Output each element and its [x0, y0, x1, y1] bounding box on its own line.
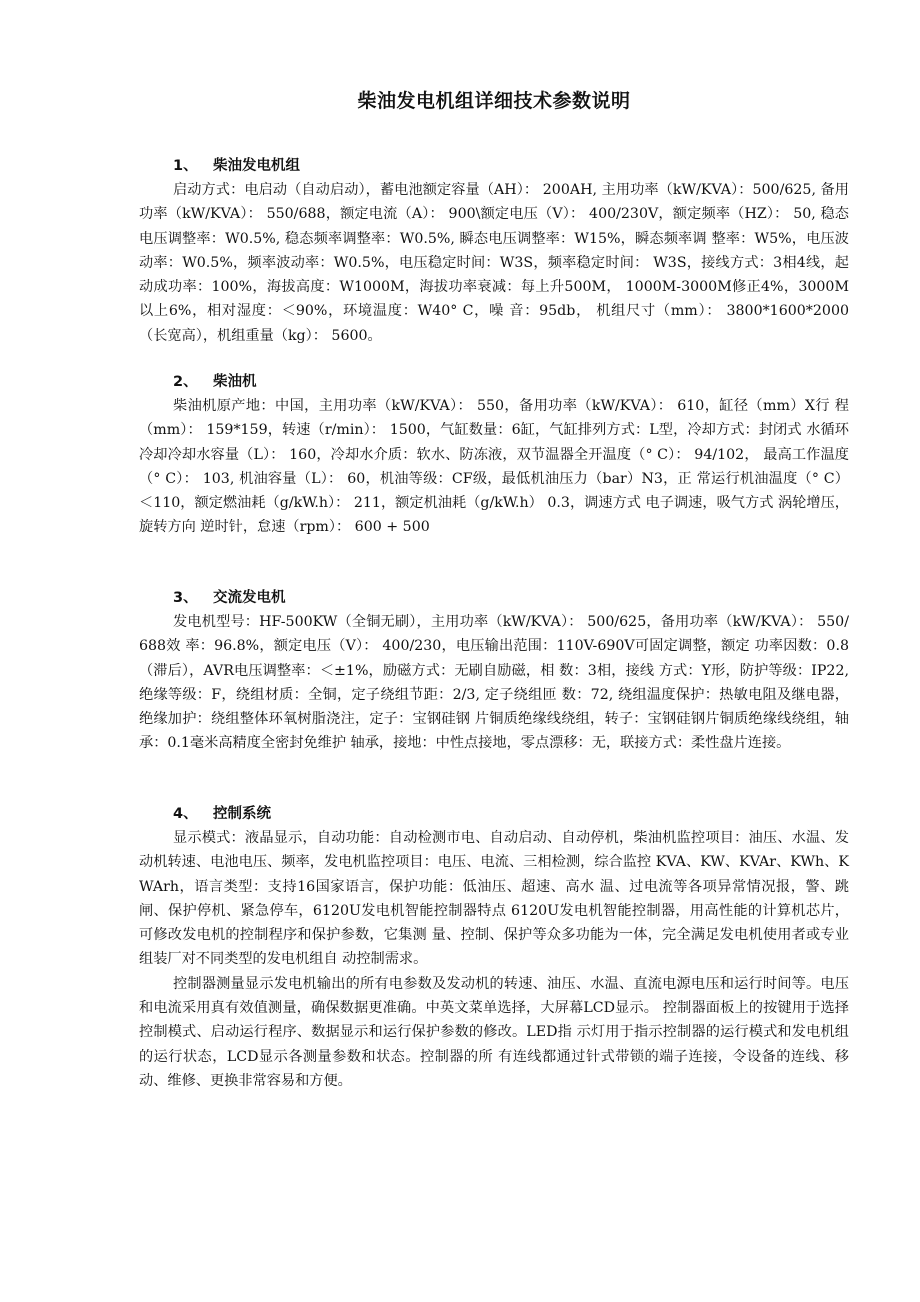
- section-number: 2、: [173, 374, 198, 390]
- section-heading: [139, 802, 849, 826]
- section-number: 3、: [173, 590, 198, 606]
- section-paragraph: 启动方式：电启动（自动启动），蓄电池额定容量（AH）： 200AH, 主用功率（kW/KVA）：500/625, 备用功率（kW/KVA）： 550/688，额定电流（A）： 900\额定电压（V）： 400/230V，额定频率（HZ）： 50, 稳态电压调整率：W0.5%, 稳态频率调整率：W0.5%, 瞬态电压调整率：W15%，瞬态频率调 整率：W5%，电压波动率：W0.5%，频率波动率：W0.5%，电压稳定时间：W3S，频率稳定时间： W3S，接线方式：3相4线，起动成功率：100%，海拔高度：W1000M，海拔功率衰减：每上升500M， 1000M-3000M修正4%，3000M以上6%，相对湿度：＜90%，环境温度：W40° C，噪 音：95db， 机组尺寸（mm）： 3800*1600*2000（长宽高），机组重量（kg）： 5600。: [139, 182, 849, 344]
- document-title: 柴油发电机组详细技术参数说明: [357, 90, 631, 112]
- section-heading: [139, 370, 849, 394]
- section-number: 4、: [173, 806, 198, 822]
- section-title: 柴油机: [213, 374, 257, 390]
- section-heading: [139, 154, 849, 178]
- section-control-system: [139, 802, 849, 1093]
- section-number: 1、: [173, 158, 198, 174]
- section-heading: [139, 586, 849, 610]
- section-diesel-engine: [139, 370, 849, 540]
- section-paragraph: 发电机型号：HF-500KW（全铜无刷），主用功率（kW/KVA）： 500/625，备用功率（kW/KVA）： 550/688效 率：96.8%，额定电压（V）： 400/230，电压输出范围：110V-690V可固定调整，额定 功率因数：0.8（滞后），AVR电压调整率：＜±1%，励磁方式：无刷自励磁，相 数：3相，接线 方式：Y形，防护等级：IP22, 绝缘等级：F，绕组材质：全铜，定子绕组节距：2/3, 定子绕组匝 数：72, 绕组温度保护：热敏电阻及继电器，绝缘加护：绕组整体环氧树脂浇注，定子：宝钢硅钢 片铜质绝缘线绕组，转子：宝钢硅钢片铜质绝缘线绕组，轴承：0.1毫米高精度全密封免维护 轴承，接地：中性点接地，零点漂移：无，联接方式：柔性盘片连接。: [139, 614, 849, 752]
- section-title: 柴油发电机组: [213, 158, 300, 174]
- section-title: 交流发电机: [213, 590, 286, 606]
- section-paragraph: 柴油机原产地：中国，主用功率（kW/KVA）： 550，备用功率（kW/KVA）： 610，缸径（mm）X行 程（mm）： 159*159，转速（r/min）： 1500，气缸数量：6缸，气缸排列方式：L型，冷却方式：封闭式 水循环冷却冷却水容量（L）： 160，冷却水介质：软水、防冻液，双节温器全开温度（° C）： 94/102， 最高工作温度（° C）： 103, 机油容量（L）： 60，机油等级：CF级，最低机油压力（bar）N3，正 常运行机油温度（° C）＜110，额定燃油耗（g/kW.h）： 211，额定机油耗（g/kW.h） 0.3，调速方式 电子调速，吸气方式 涡轮增压，旋转方向 逆时针，怠速（rpm）： 600 + 500: [139, 398, 849, 536]
- section-diesel-generator-set: [139, 154, 849, 348]
- section-paragraph: 控制器测量显示发电机输出的所有电参数及发动机的转速、油压、水温、直流电源电压和运行时间等。电压和电流采用真有效值测量，确保数据更准确。中英文菜单选择，大屏幕LCD显示。 控制器面板上的按键用于选择控制模式、启动运行程序、数据显示和运行保护参数的修改。LED指 示灯用于指示控制器的运行模式和发电机组的运行状态，LCD显示各测量参数和状态。控制器的所 有连线都通过针式带锁的端子连接，令设备的连线、移动、维修、更换非常容易和方便。: [139, 975, 849, 1089]
- section-paragraph: 显示模式：液晶显示，自动功能：自动检测市电、自动启动、自动停机，柴油机监控项目：油压、水温、发动机转速、电池电压、频率，发电机监控项目：电压、电流、三相检测，综合监控 KVA、KW、KVAr、KWh、KWArh，语言类型：支持16国家语言，保护功能：低油压、超速、高水 温、过电流等各项异常情况报，警、跳闸、保护停机、紧急停车，6120U发电机智能控制器特点 6120U发电机智能控制器，用高性能的计算机芯片，可修改发电机的控制程序和保护参数，它集测 量、控制、保护等众多功能为一体，完全满足发电机使用者或专业组装厂对不同类型的发电机组自 动控制需求。: [139, 830, 849, 968]
- section-ac-alternator: [139, 586, 849, 756]
- section-title: 控制系统: [213, 806, 271, 822]
